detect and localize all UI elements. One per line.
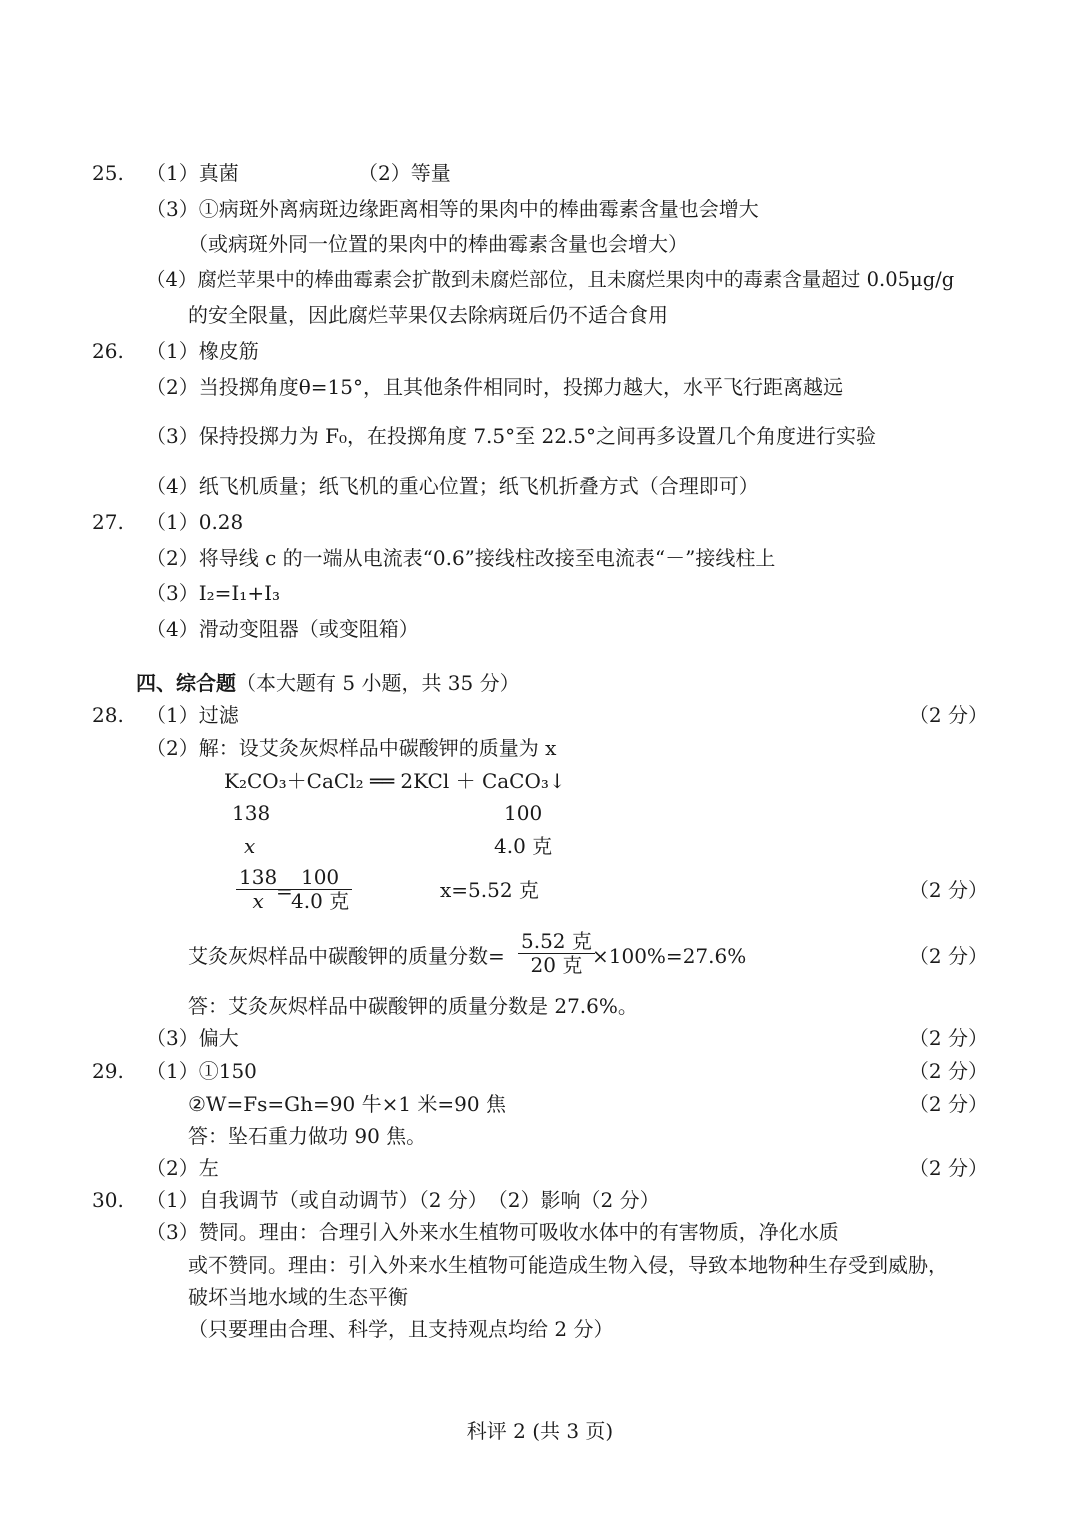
q30-part3-note: （只要理由合理、科学，且支持观点均给 2 分） xyxy=(188,1317,614,1341)
q28-ratio-left-den: x xyxy=(252,889,264,913)
q25-part4: （4）腐烂苹果中的棒曲霉素会扩散到未腐烂部位，且未腐烂果肉中的毒素含量超过 0.05μg/g xyxy=(146,268,955,291)
q28-fraction xyxy=(518,930,595,977)
q28-part2: （2）解：设艾灸灰烬样品中碳酸钾的质量为 x xyxy=(146,736,557,760)
section4-title: 四、综合题 xyxy=(136,671,236,695)
section4-heading xyxy=(136,672,520,694)
q29-answer: 答：坠石重力做功 90 焦。 xyxy=(188,1124,427,1148)
page-footer: 科评 2 (共 3 页) xyxy=(466,1419,614,1443)
q30-number: 30. xyxy=(92,1188,124,1212)
q27-number: 27. xyxy=(92,510,124,534)
q28-number: 28. xyxy=(92,703,124,727)
q27-part3: （3）I₂=I₁+I₃ xyxy=(146,581,280,605)
q28-part3-score: （2 分） xyxy=(908,1026,988,1050)
q28-result: x=5.52 克 xyxy=(440,878,539,902)
q28-molar-mass-k2co3: 138 xyxy=(232,801,271,825)
q29-part2-score: （2 分） xyxy=(908,1156,988,1180)
q29-part1-score: （2 分） xyxy=(908,1059,988,1083)
q30-part3-alt: 或不赞同。理由：引入外来水生植物可能造成生物入侵，导致本地物种生存受到威胁， xyxy=(188,1253,948,1277)
q28-fraction-num: 5.52 克 xyxy=(518,930,595,954)
q25-part3: （3）①病斑外离病斑边缘距离相等的果肉中的棒曲霉素含量也会增大 xyxy=(146,197,759,221)
q28-caco3-mass: 4.0 克 xyxy=(494,834,553,858)
q29-part1: （1）①150 xyxy=(146,1059,257,1083)
q28-fraction-den: 20 克 xyxy=(530,953,583,977)
q29-part2: （2）左 xyxy=(146,1156,219,1180)
q28-ratio-right xyxy=(288,866,352,913)
q27-part4: （4）滑动变阻器（或变阻箱） xyxy=(146,617,419,641)
q26-part4: （4）纸飞机质量；纸飞机的重心位置；纸飞机折叠方式（合理即可） xyxy=(146,474,759,498)
q25-part1: （1）真菌 xyxy=(146,161,239,185)
q26-number: 26. xyxy=(92,339,124,363)
q25-part3-alt: （或病斑外同一位置的果肉中的棒曲霉素含量也会增大） xyxy=(188,232,688,256)
q28-ratio-right-den: 4.0 克 xyxy=(291,889,350,913)
q26-part2: （2）当投掷角度θ=15°，且其他条件相同时，投掷力越大，水平飞行距离越远 xyxy=(146,375,843,399)
q28-molar-mass-caco3: 100 xyxy=(504,801,543,825)
q28-ratio-left xyxy=(236,866,280,913)
q28-part1: （1）过滤 xyxy=(146,703,239,727)
q25-part4-cont: 的安全限量，因此腐烂苹果仅去除病斑后仍不适合食用 xyxy=(188,303,668,327)
q28-ratio-right-num: 100 xyxy=(288,866,352,890)
q28-fraction-tail: ×100%=27.6% xyxy=(592,944,747,968)
q29-part1-work-score: （2 分） xyxy=(908,1092,988,1116)
section4-note: （本大题有 5 小题，共 35 分） xyxy=(236,671,520,695)
q28-part3: （3）偏大 xyxy=(146,1026,239,1050)
q27-part1: （1）0.28 xyxy=(146,510,244,534)
q28-ratio-left-num: 138 xyxy=(236,866,280,890)
q30-part3-cont: 破坏当地水域的生态平衡 xyxy=(188,1285,408,1309)
q30-part1-2: （1）自我调节（或自动调节）（2 分） （2）影响（2 分） xyxy=(146,1188,660,1212)
q29-part1-work: ②W=Fs=Gh=90 牛×1 米=90 焦 xyxy=(188,1092,506,1116)
q25-number: 25. xyxy=(92,161,124,185)
q28-fraction-score: （2 分） xyxy=(908,944,988,968)
q25-part2: （2）等量 xyxy=(358,161,451,185)
q28-unknown-x: x xyxy=(244,834,256,858)
q29-number: 29. xyxy=(92,1059,124,1083)
q27-part2: （2）将导线 c 的一端从电流表“0.6”接线柱改接至电流表“－”接线柱上 xyxy=(146,546,776,570)
q28-equation: K₂CO₃＋CaCl₂ ══ 2KCl ＋ CaCO₃↓ xyxy=(224,769,566,793)
q28-result-score: （2 分） xyxy=(908,878,988,902)
q28-part1-score: （2 分） xyxy=(908,703,988,727)
q28-ratio-equals: = xyxy=(276,879,293,903)
q28-answer: 答：艾灸灰烬样品中碳酸钾的质量分数是 27.6%。 xyxy=(188,994,638,1018)
q26-part3: （3）保持投掷力为 F₀，在投掷角度 7.5°至 22.5°之间再多设置几个角度进行实验 xyxy=(146,424,877,448)
q26-part1: （1）橡皮筋 xyxy=(146,339,259,363)
q28-fraction-text: 艾灸灰烬样品中碳酸钾的质量分数= xyxy=(188,944,505,968)
q30-part3: （3）赞同。理由：合理引入外来水生植物可吸收水体中的有害物质，净化水质 xyxy=(146,1220,839,1244)
